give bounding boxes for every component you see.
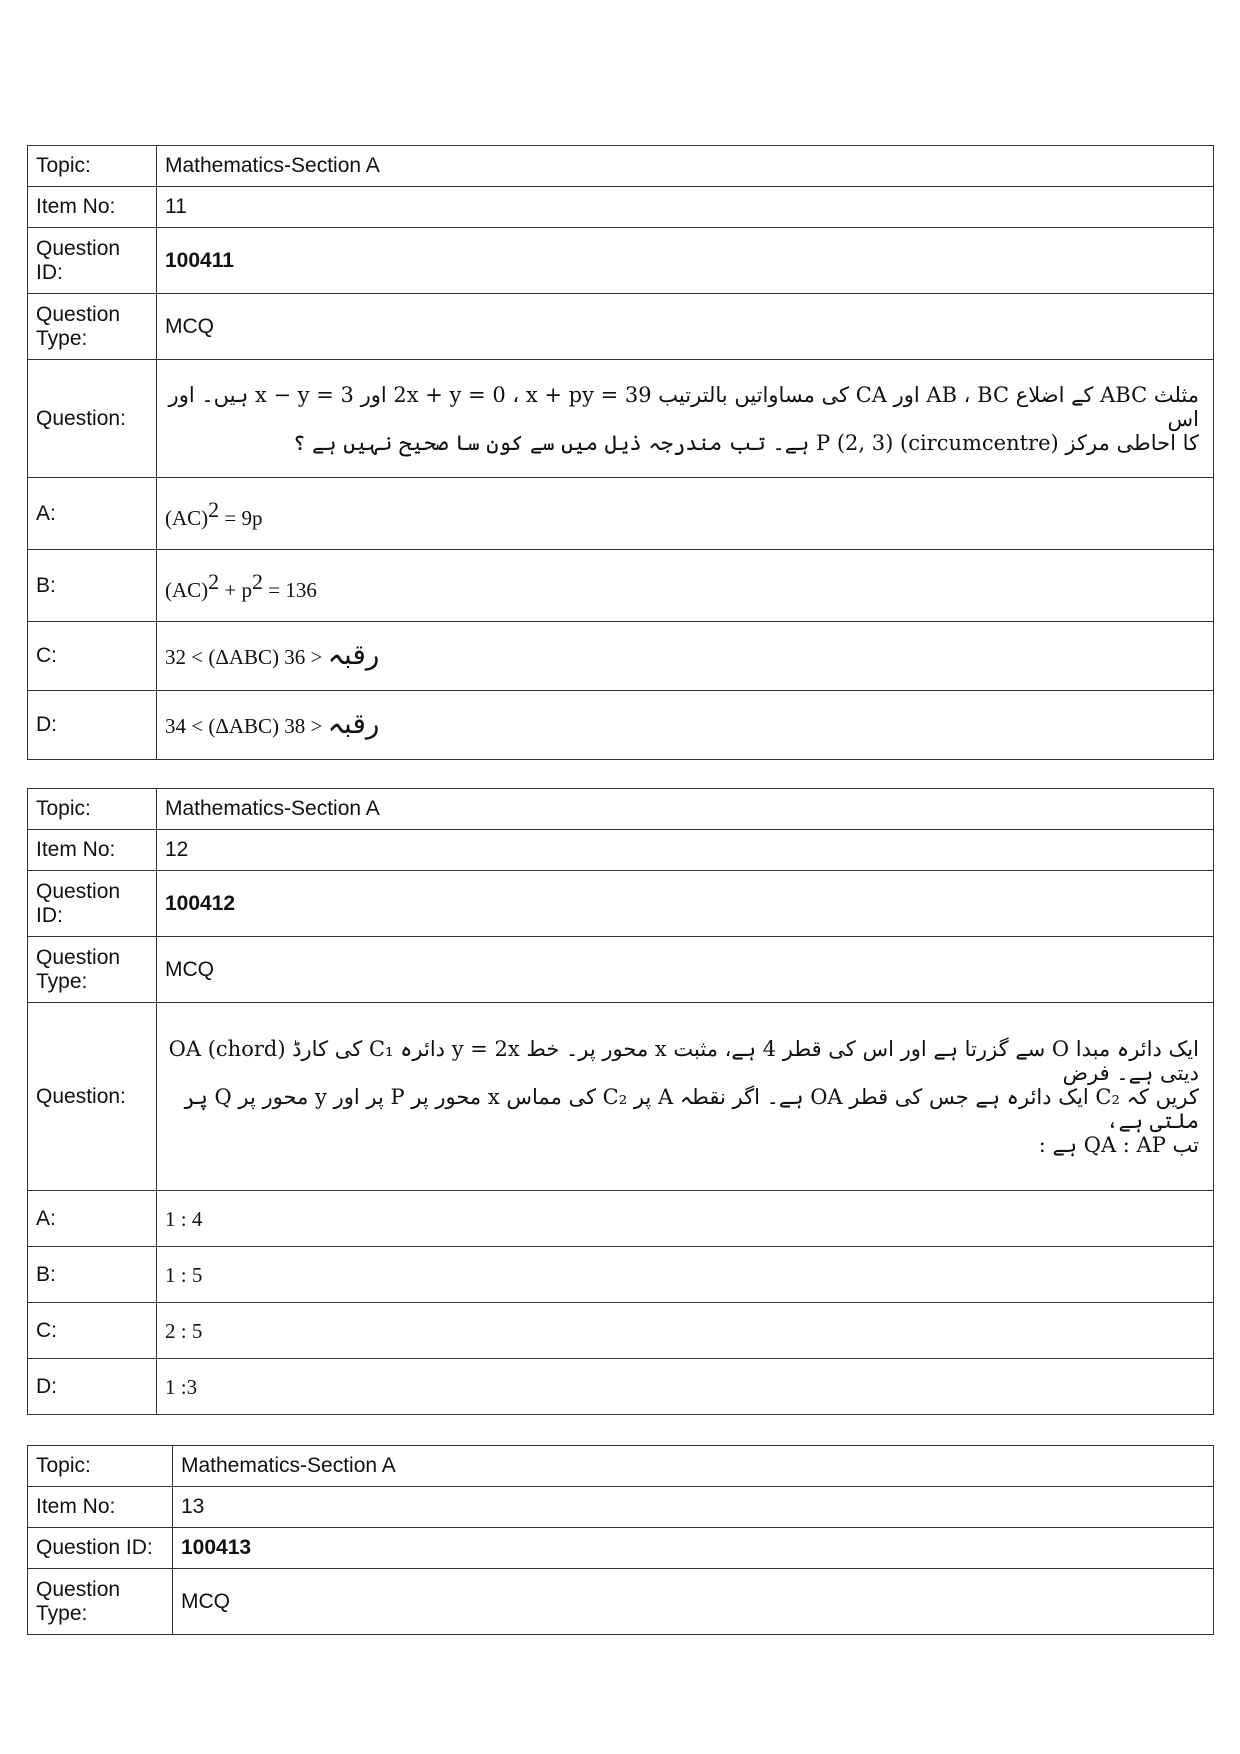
- option-c-value: 2 : 5: [157, 1303, 1214, 1359]
- option-d-value: 1 :3: [157, 1359, 1214, 1415]
- question-type-label: Question Type:: [28, 294, 157, 360]
- question-type-value: MCQ: [173, 1569, 1214, 1635]
- question-id-value: 100411: [157, 228, 1214, 294]
- topic-value: Mathematics-Section A: [157, 789, 1214, 830]
- question-id-label: Question ID:: [28, 871, 157, 937]
- topic-label: Topic:: [28, 146, 157, 187]
- item-no-value: 11: [157, 187, 1214, 228]
- option-a-label: A:: [28, 478, 157, 550]
- option-a-value: 1 : 4: [157, 1191, 1214, 1247]
- topic-label: Topic:: [28, 789, 157, 830]
- item-no-label: Item No:: [28, 830, 157, 871]
- option-d-label: D:: [28, 1359, 157, 1415]
- option-d-value: 34 < (ΔABC) رقبہ < 38: [157, 691, 1214, 760]
- item-no-label: Item No:: [28, 187, 157, 228]
- topic-value: Mathematics-Section A: [173, 1446, 1214, 1487]
- question-text: [157, 360, 1214, 478]
- question-card-11: [27, 145, 1214, 760]
- option-b-value: 1 : 5: [157, 1247, 1214, 1303]
- question-text: [157, 1003, 1214, 1191]
- question-line: تب QA : AP ہے :: [1038, 1132, 1199, 1157]
- question-id-value: 100412: [157, 871, 1214, 937]
- option-c-value: 32 < (ΔABC) رقبہ < 36: [157, 622, 1214, 691]
- question-id-label: Question ID:: [28, 228, 157, 294]
- question-type-value: MCQ: [157, 937, 1214, 1003]
- question-line: کا احاطی مرکز (circumcentre) P (2, 3) ہے۔ تب مندرجہ ذیل میں سے کون سا صحیح نہیں ہے ؟: [292, 430, 1199, 455]
- option-c-label: C:: [28, 1303, 157, 1359]
- question-line: مثلث ABC کے اضلاع AB ، BC اور CA کی مساواتیں بالترتیب 2x + y = 0 ، x + py = 39 اور x − y = 3 ہیں۔ اور اس: [168, 382, 1199, 431]
- topic-value: Mathematics-Section A: [157, 146, 1214, 187]
- option-d-label: D:: [28, 691, 157, 760]
- question-label: Question:: [28, 1003, 157, 1191]
- question-type-label: Question Type:: [28, 937, 157, 1003]
- question-card-12: [27, 788, 1214, 1415]
- item-no-value: 13: [173, 1487, 1214, 1528]
- question-type-value: MCQ: [157, 294, 1214, 360]
- topic-label: Topic:: [28, 1446, 173, 1487]
- question-type-label: Question Type:: [28, 1569, 173, 1635]
- question-line: کریں کہ C₂ ایک دائرہ ہے جس کی قطر OA ہے۔ اگر نقطہ A پر C₂ کی مماس x محور پر P پر اور y محور پر Q پر ملتی ہے،: [183, 1084, 1199, 1133]
- option-b-value: $(AC)^2 + p^2 = 136$: [157, 550, 1214, 622]
- option-b-label: B:: [28, 1247, 157, 1303]
- option-b-label: B:: [28, 550, 157, 622]
- option-a-label: A:: [28, 1191, 157, 1247]
- question-id-value: 100413: [173, 1528, 1214, 1569]
- option-c-label: C:: [28, 622, 157, 691]
- question-label: Question:: [28, 360, 157, 478]
- question-id-label: Question ID:: [28, 1528, 173, 1569]
- option-a-value: (AC)$^2$ = 9p: [157, 478, 1214, 550]
- question-line: ایک دائرہ مبدا O سے گزرتا ہے اور اس کی قطر 4 ہے، مثبت x محور پر۔ خط y = 2x دائرہ C₁ کی کارڈ OA (chord) دیتی ہے۔ فرض: [168, 1036, 1199, 1085]
- item-no-value: 12: [157, 830, 1214, 871]
- item-no-label: Item No:: [28, 1487, 173, 1528]
- question-card-13: [27, 1445, 1214, 1635]
